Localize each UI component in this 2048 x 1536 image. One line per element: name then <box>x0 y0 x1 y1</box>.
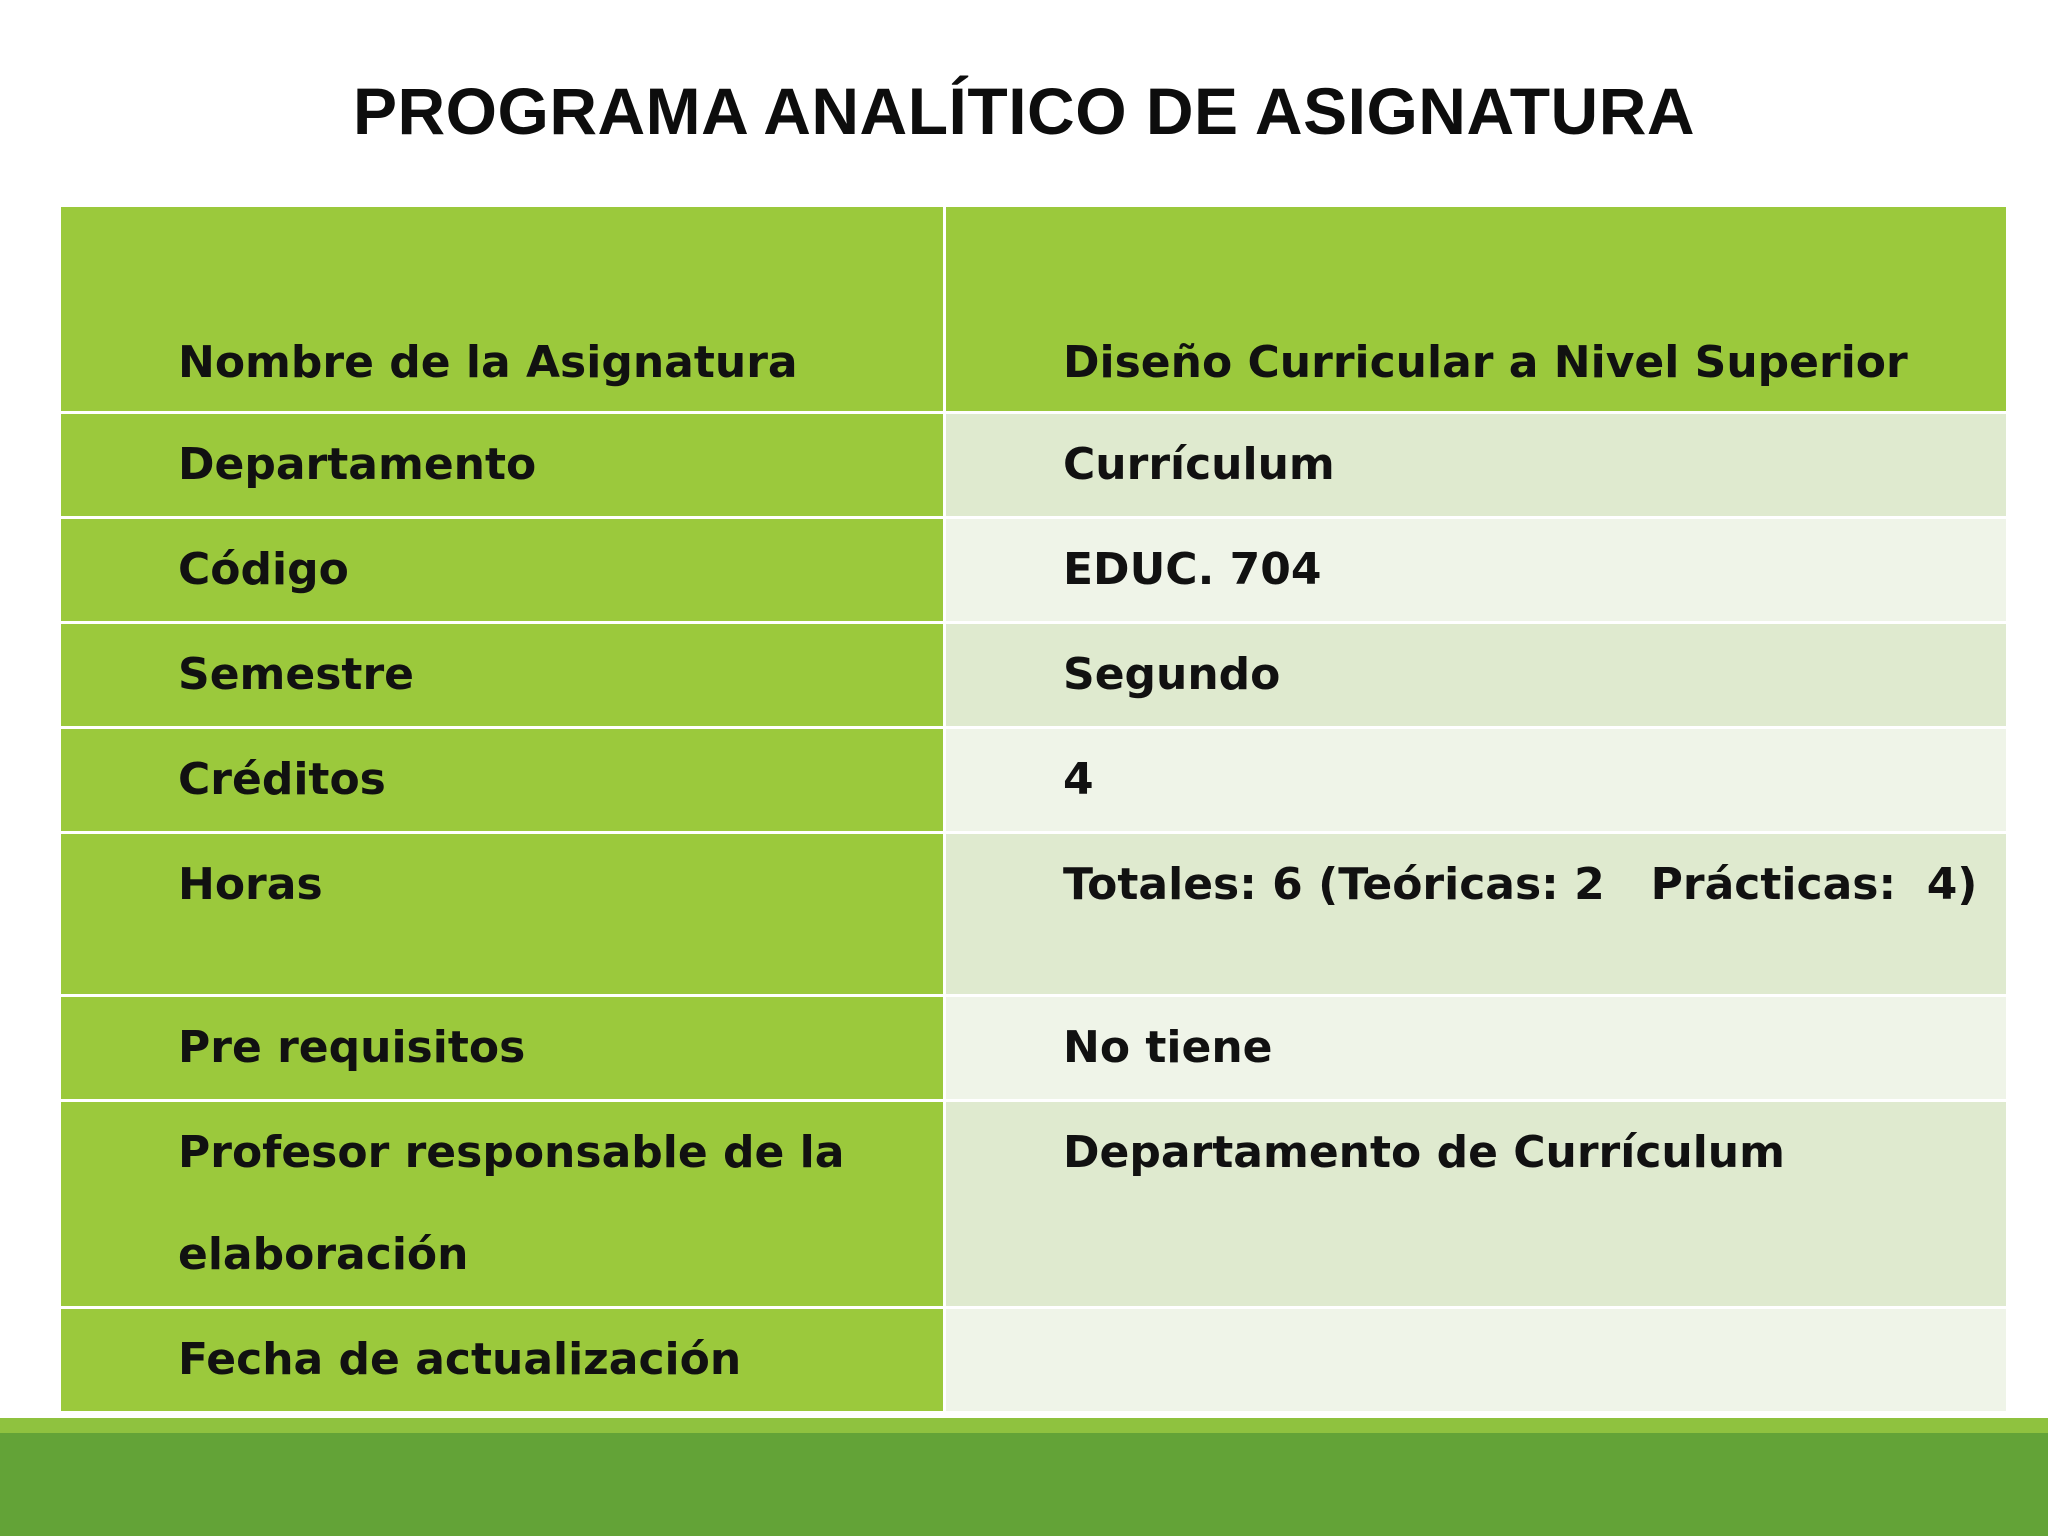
row-label-profesor: Profesor responsable de la elaboración <box>60 1101 945 1308</box>
row-value-fecha <box>945 1308 2008 1413</box>
row-label-fecha: Fecha de actualización <box>60 1308 945 1413</box>
row-label-creditos: Créditos <box>60 728 945 833</box>
table-row <box>60 728 2008 833</box>
row-value-prerequisitos: No tiene <box>945 996 2008 1101</box>
page-title: PROGRAMA ANALÍTICO DE ASIGNATURA <box>352 74 1696 148</box>
row-value-creditos: 4 <box>945 728 2008 833</box>
row-label-departamento: Departamento <box>60 413 945 518</box>
table-row <box>60 996 2008 1101</box>
course-info-table <box>58 204 2009 1414</box>
header-label-cell: Nombre de la Asignatura <box>60 206 945 413</box>
table-row <box>60 1101 2008 1308</box>
footer-accent-stripe <box>0 1418 2048 1433</box>
row-label-codigo: Código <box>60 518 945 623</box>
table-row <box>60 413 2008 518</box>
header-value-cell: Diseño Curricular a Nivel Superior <box>945 206 2008 413</box>
row-value-semestre: Segundo <box>945 623 2008 728</box>
table-row <box>60 623 2008 728</box>
table-row <box>60 518 2008 623</box>
footer-band <box>0 1433 2048 1536</box>
row-label-prerequisitos: Pre requisitos <box>60 996 945 1101</box>
table-row <box>60 1308 2008 1413</box>
row-value-profesor: Departamento de Currículum <box>945 1101 2008 1308</box>
table-row <box>60 833 2008 996</box>
row-label-semestre: Semestre <box>60 623 945 728</box>
row-label-horas: Horas <box>60 833 945 996</box>
row-value-departamento: Currículum <box>945 413 2008 518</box>
table-header-row <box>60 206 2008 413</box>
row-value-horas: Totales: 6 (Teóricas: 2 Prácticas: 4) <box>945 833 2008 996</box>
row-value-codigo: EDUC. 704 <box>945 518 2008 623</box>
